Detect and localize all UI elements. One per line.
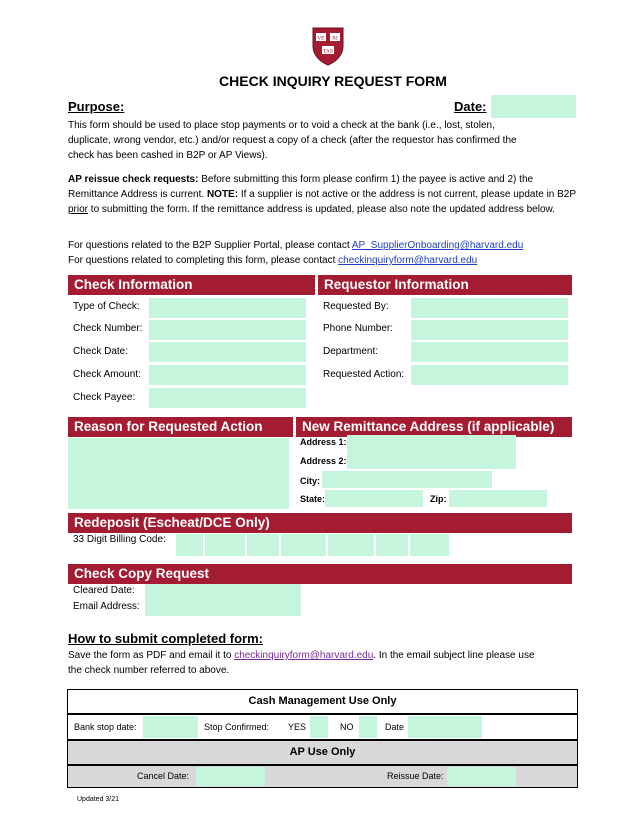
ap-use-title: AP Use Only: [289, 746, 356, 758]
requested-by-field[interactable]: [411, 298, 568, 318]
date-field[interactable]: [491, 95, 576, 118]
harvard-shield-logo: [311, 26, 345, 66]
redeposit-header: Redeposit (Escheat/DCE Only): [68, 513, 572, 533]
updated-date: Updated 3/21: [77, 796, 120, 803]
billing-code-segment-6[interactable]: [376, 534, 408, 556]
requested-action-label: Requested Action:: [323, 369, 405, 380]
check-amount-field[interactable]: [149, 365, 306, 385]
contact2-email-link[interactable]: checkinquiryform@harvard.edu: [338, 255, 478, 266]
check-type-field[interactable]: [149, 298, 306, 318]
address2-label: Address 2:: [300, 456, 347, 466]
copy-request-header: Check Copy Request: [68, 564, 572, 584]
reissue-text2: If a supplier is not active or the address is not current, please update in B2P: [238, 189, 576, 200]
submit-text2: . In the email subject line please use the check number referred to above.: [68, 650, 535, 676]
bank-stop-date-label: Bank stop date:: [74, 722, 137, 732]
check-type-label: Type of Check:: [73, 301, 140, 312]
contact-line-2: [68, 253, 578, 268]
check-amount-label: Check Amount:: [73, 369, 141, 380]
requestor-info-header: Requestor Information: [318, 275, 572, 295]
address2-field[interactable]: [347, 453, 516, 469]
billing-code-segment-7[interactable]: [410, 534, 449, 556]
contact2-text: For questions related to completing this form, please contact: [68, 255, 339, 266]
confirm-date-field[interactable]: [408, 716, 482, 738]
check-info-header: Check Information: [68, 275, 315, 295]
check-number-label: Check Number:: [73, 323, 143, 334]
reason-header: Reason for Requested Action: [68, 417, 293, 437]
contact-line-1: [68, 238, 578, 253]
department-field[interactable]: [411, 342, 568, 362]
page-title: CHECK INQUIRY REQUEST FORM: [219, 73, 447, 89]
cancel-date-field[interactable]: [196, 767, 265, 786]
state-label: State:: [300, 494, 326, 504]
reason-textarea[interactable]: [68, 438, 289, 509]
phone-number-field[interactable]: [411, 320, 568, 340]
check-number-field[interactable]: [149, 320, 306, 340]
cancel-date-label: Cancel Date:: [137, 771, 190, 781]
yes-label: YES: [288, 722, 307, 732]
billing-code-segment-4[interactable]: [281, 534, 326, 556]
address1-field[interactable]: [347, 435, 516, 453]
reissue-text3: to submitting the form. If the remittance address is updated, please also note the updated address below.: [88, 204, 555, 215]
check-payee-label: Check Payee:: [73, 392, 136, 403]
check-date-label: Check Date:: [73, 346, 129, 357]
check-date-field[interactable]: [149, 342, 306, 362]
no-checkbox[interactable]: [359, 716, 377, 738]
department-label: Department:: [323, 346, 379, 357]
confirm-date-label: Date: [385, 722, 405, 732]
submit-heading: How to submit completed form:: [68, 631, 263, 646]
logo-text-tas: TAS: [322, 48, 334, 55]
billing-code-segment-5[interactable]: [328, 534, 374, 556]
note-bold: NOTE:: [206, 189, 239, 200]
city-field[interactable]: [322, 471, 492, 488]
bank-stop-date-field[interactable]: [143, 716, 198, 738]
logo-text-ve: VE: [317, 35, 325, 42]
zip-field[interactable]: [449, 490, 547, 507]
requested-action-field[interactable]: [411, 365, 568, 385]
billing-code-label: 33 Digit Billing Code:: [73, 534, 166, 545]
contact1-text: For questions related to the B2P Supplier Portal, please contact: [68, 240, 352, 251]
billing-code-segment-2[interactable]: [205, 534, 245, 556]
check-payee-field[interactable]: [149, 388, 306, 408]
reissue-text1: Before submitting this form please confirm 1) the payee is active and 2) the Remittance Address is current.: [68, 174, 534, 200]
zip-label: Zip:: [430, 494, 447, 504]
requested-by-label: Requested By:: [323, 301, 389, 312]
submit-text1: Save the form as PDF and email it to: [68, 650, 235, 661]
purpose-text: This form should be used to place stop payments or to void a check at the bank (i.e., lost, stolen, duplicate, wrong vendor, etc.) and/or request a copy of a check (after the requestor has confirmed the check has been cashed in B2P or AP Views).: [68, 120, 517, 161]
email-address-label: Email Address:: [73, 601, 140, 612]
logo-text-ri: RI: [332, 35, 338, 42]
date-label: Date:: [454, 99, 487, 114]
billing-code-segment-1[interactable]: [176, 534, 203, 556]
contact1-email-link[interactable]: AP_SupplierOnboarding@harvard.edu: [351, 240, 524, 251]
reissue-paragraph: [68, 172, 578, 217]
stop-confirmed-label: Stop Confirmed:: [204, 722, 270, 732]
reissue-date-field[interactable]: [447, 767, 516, 786]
phone-number-label: Phone Number:: [323, 323, 394, 334]
cleared-date-field[interactable]: [145, 584, 301, 600]
submit-email-link[interactable]: checkinquiryform@harvard.edu: [234, 650, 374, 661]
reissue-date-label: Reissue Date:: [387, 771, 444, 781]
address1-label: Address 1:: [300, 437, 347, 447]
no-label: NO: [340, 722, 354, 732]
cash-mgmt-title: Cash Management Use Only: [248, 695, 397, 707]
reissue-bold: AP reissue check requests:: [68, 174, 199, 185]
billing-code-segment-3[interactable]: [247, 534, 279, 556]
state-field[interactable]: [325, 490, 423, 507]
city-label: City:: [300, 476, 320, 486]
cleared-date-label: Cleared Date:: [73, 585, 135, 596]
submit-instructions: [68, 648, 548, 678]
purpose-label: Purpose:: [68, 99, 125, 114]
email-address-field[interactable]: [145, 600, 301, 616]
yes-checkbox[interactable]: [310, 716, 328, 738]
remittance-header: New Remittance Address (if applicable): [296, 417, 572, 437]
prior-underlined: prior: [68, 204, 89, 215]
